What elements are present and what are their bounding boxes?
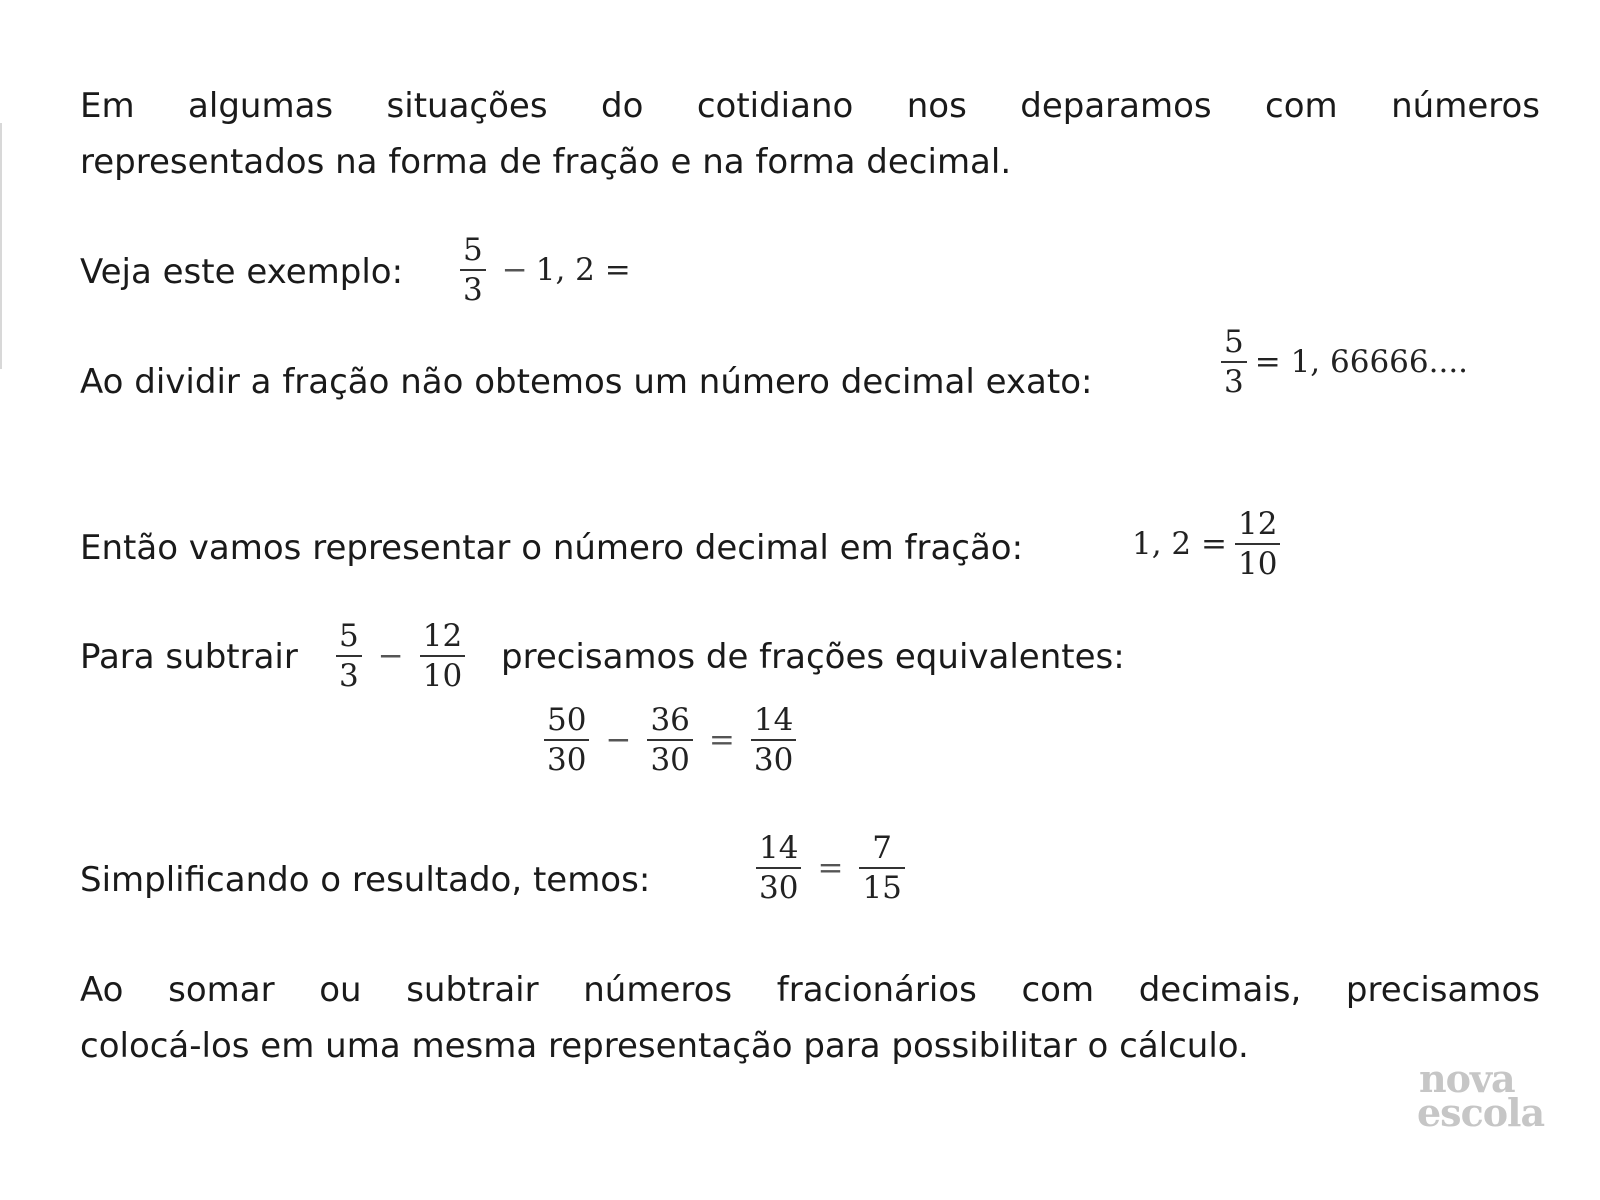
intro-paragraph bbox=[80, 78, 1540, 190]
simplify-expression: $\frac{14}{30}$ = $\frac{7}{15}$ bbox=[748, 832, 913, 904]
convert-label: Então vamos representar o número decimal em fração: bbox=[80, 528, 1024, 568]
conclusion-line-2: colocá-los em uma mesma representação para possibilitar o cálculo. bbox=[80, 1026, 1249, 1066]
example-label: Veja este exemplo: bbox=[80, 252, 404, 292]
example-expression: $\frac{5}{3}$ − 1, 2 = bbox=[452, 234, 631, 306]
fraction: $\frac{14}{30}$ bbox=[751, 704, 796, 776]
left-border-line bbox=[0, 123, 2, 369]
simplify-label: Simplificando o resultado, temos: bbox=[80, 860, 651, 900]
subtract-suffix: precisamos de frações equivalentes: bbox=[501, 637, 1125, 677]
fraction: $\frac{12}{10}$ bbox=[420, 620, 465, 692]
conclusion-paragraph bbox=[80, 962, 1540, 1074]
fraction: $\frac{5}{3}$ bbox=[460, 234, 486, 306]
subtract-label: Para subtrair bbox=[80, 637, 298, 677]
divide-label: Ao dividir a fração não obtemos um número decimal exato: bbox=[80, 362, 1093, 402]
convert-expression: 1, 2 = $\frac{12}{10}$ bbox=[1132, 508, 1288, 580]
divide-expression: $\frac{5}{3}$ = 1, 66666.... bbox=[1213, 326, 1468, 398]
intro-line-1: Em algumas situações do cotidiano nos deparamos com números bbox=[80, 86, 1540, 126]
fraction: $\frac{14}{30}$ bbox=[756, 832, 801, 904]
conclusion-line-1: Ao somar ou subtrair números fracionários com decimais, precisamos bbox=[80, 970, 1540, 1010]
fraction: $\frac{5}{3}$ bbox=[336, 620, 362, 692]
fraction: $\frac{50}{30}$ bbox=[544, 704, 589, 776]
subtract-expression: $\frac{5}{3}$ − $\frac{12}{10}$ bbox=[328, 620, 473, 692]
fraction: $\frac{36}{30}$ bbox=[647, 704, 692, 776]
fraction: $\frac{5}{3}$ bbox=[1221, 326, 1247, 398]
fraction: $\frac{7}{15}$ bbox=[859, 832, 904, 904]
nova-escola-logo: nova escola bbox=[1417, 1056, 1545, 1135]
fraction: $\frac{12}{10}$ bbox=[1235, 508, 1280, 580]
intro-line-2: representados na forma de fração e na forma decimal. bbox=[80, 142, 1012, 182]
equivalent-expression: $\frac{50}{30}$ − $\frac{36}{30}$ = $\frac{14}{30}$ bbox=[536, 704, 804, 776]
